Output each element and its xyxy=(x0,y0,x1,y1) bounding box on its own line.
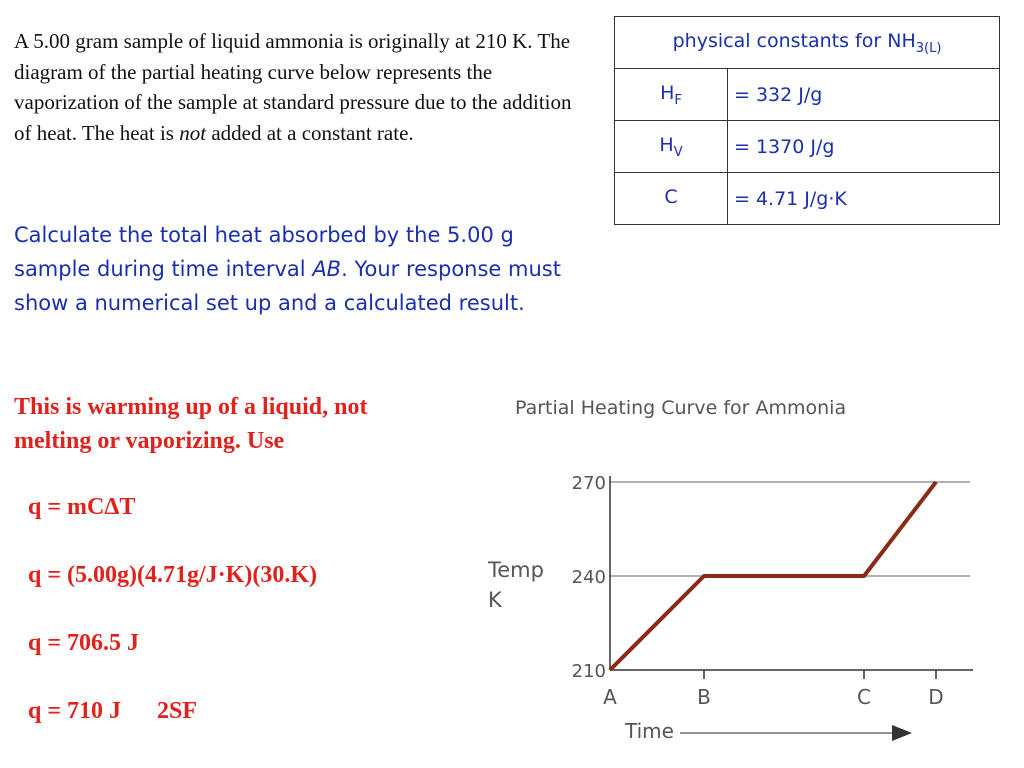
intro-emphasis: not xyxy=(179,120,207,145)
constant-symbol xyxy=(615,173,728,225)
problem-question xyxy=(14,218,574,320)
y-axis-label-unit: K xyxy=(488,588,502,612)
constant-symbol xyxy=(615,121,728,173)
table-header-cell xyxy=(615,17,1000,69)
y-tick-label: 270 xyxy=(571,473,606,494)
time-arrow-head xyxy=(892,725,912,741)
physical-constants-table xyxy=(614,16,1000,225)
equation-setup: q = (5.00g)(4.71g/J·K)(30.K) xyxy=(28,562,317,588)
table-header-subscript: 3(L) xyxy=(915,40,942,56)
symbol-text: H xyxy=(660,81,675,104)
table-row xyxy=(615,121,1000,173)
symbol-subscript: F xyxy=(674,92,682,108)
y-axis-label: Temp xyxy=(488,558,544,582)
symbol-text: C xyxy=(664,185,678,208)
constant-symbol xyxy=(615,69,728,121)
y-tick-label: 240 xyxy=(571,567,606,588)
question-text-1: Calculate the total heat absorbed by the 5.00 g sample during time interval xyxy=(14,223,514,281)
intro-text-1: A 5.00 gram sample of liquid ammonia is originally at 210 K. The diagram of the partial heating curve below represents the vaporization of the sample at standard pressure due to the addition of heat. The heat is xyxy=(14,29,572,145)
x-tick-label: B xyxy=(697,685,711,709)
x-tick-label: D xyxy=(928,685,944,709)
equation-rounded: q = 710 J 2SF xyxy=(28,698,198,724)
question-text-2: . Your response must show a numerical set up and a calculated result. xyxy=(14,257,561,315)
intro-text-2: added at a constant rate. xyxy=(206,120,414,145)
constant-value: = 1370 J/g xyxy=(728,121,1000,173)
constant-value: = 332 J/g xyxy=(728,69,1000,121)
chart-title: Partial Heating Curve for Ammonia xyxy=(515,397,847,419)
symbol-subscript: V xyxy=(673,144,683,160)
x-tick-label: C xyxy=(857,685,871,709)
equation-result: q = 706.5 J xyxy=(28,630,140,656)
question-emphasis: AB xyxy=(312,257,342,281)
x-tick-label: A xyxy=(603,685,617,709)
table-header-row xyxy=(615,17,1000,69)
answer-note: This is warming up of a liquid, not melting or vaporizing. Use xyxy=(14,394,368,454)
x-axis-label: Time xyxy=(625,719,674,743)
heating-curve-chart xyxy=(480,385,1000,760)
constant-value: = 4.71 J/g·K xyxy=(728,173,1000,225)
problem-intro xyxy=(14,26,584,148)
symbol-text: H xyxy=(659,133,674,156)
table-header-text: physical constants for NH xyxy=(672,29,916,52)
y-tick-label: 210 xyxy=(571,661,606,682)
equation-formula: q = mCΔT xyxy=(28,494,136,520)
table-row xyxy=(615,69,1000,121)
table-row xyxy=(615,173,1000,225)
